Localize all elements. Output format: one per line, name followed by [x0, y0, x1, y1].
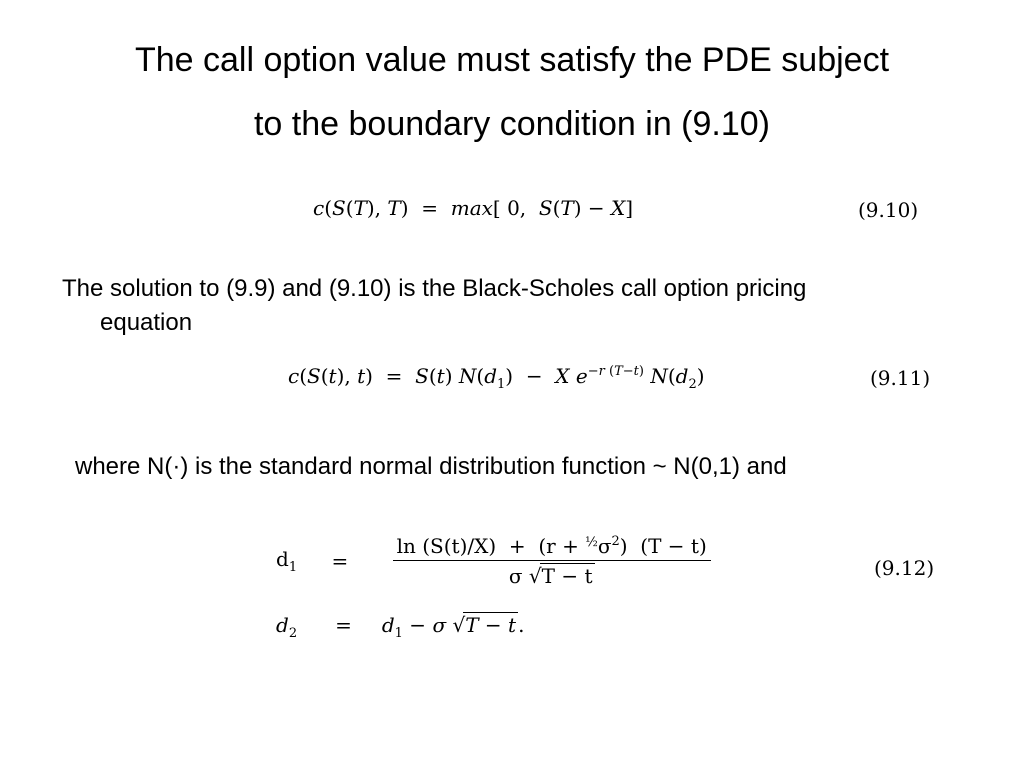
solution-paragraph-line2: equation	[100, 309, 193, 336]
solution-paragraph	[62, 272, 962, 340]
slide-title-line1: The call option value must satisfy the PDE subject	[134, 41, 890, 79]
equation-number-9-10: (9.10)	[858, 198, 919, 222]
where-paragraph: where N(·) is the standard normal distribution function ~ N(0,1) and	[75, 453, 787, 480]
equation-number-9-12: (9.12)	[874, 556, 935, 580]
equation-9-11: c(S(t), t) = S(t) $N(d_1) - X$ $e^{-r (T-t)}$ $N(d_2)$	[288, 364, 705, 392]
equation-number-9-11: (9.11)	[870, 366, 931, 390]
equation-9-12-d2: $d_2 = d_1 - \sigma$ √T − t .	[276, 613, 525, 641]
solution-paragraph-line1: The solution to (9.9) and (9.10) is the Black-Scholes call option pricing	[62, 275, 807, 302]
slide-title-line2: to the boundary condition in (9.10)	[253, 105, 770, 143]
equation-9-12-d1: $d_1$ = $\frac{\ln (S(t)/X) + (r + ^{\frac{1}{2}}\sigma^2) (T - t)}{\sigma √T - t}$	[276, 534, 711, 588]
slide-title	[0, 28, 1024, 156]
d1-fraction: $\frac{\ln (S(t)/X) + (r + ^{\frac{1}{2}}\sigma^2) (T - t)}{\sigma √T - t}$	[393, 534, 711, 588]
equation-9-10: c(S(T), T) = max[ 0, S(T) − X]	[313, 196, 634, 220]
